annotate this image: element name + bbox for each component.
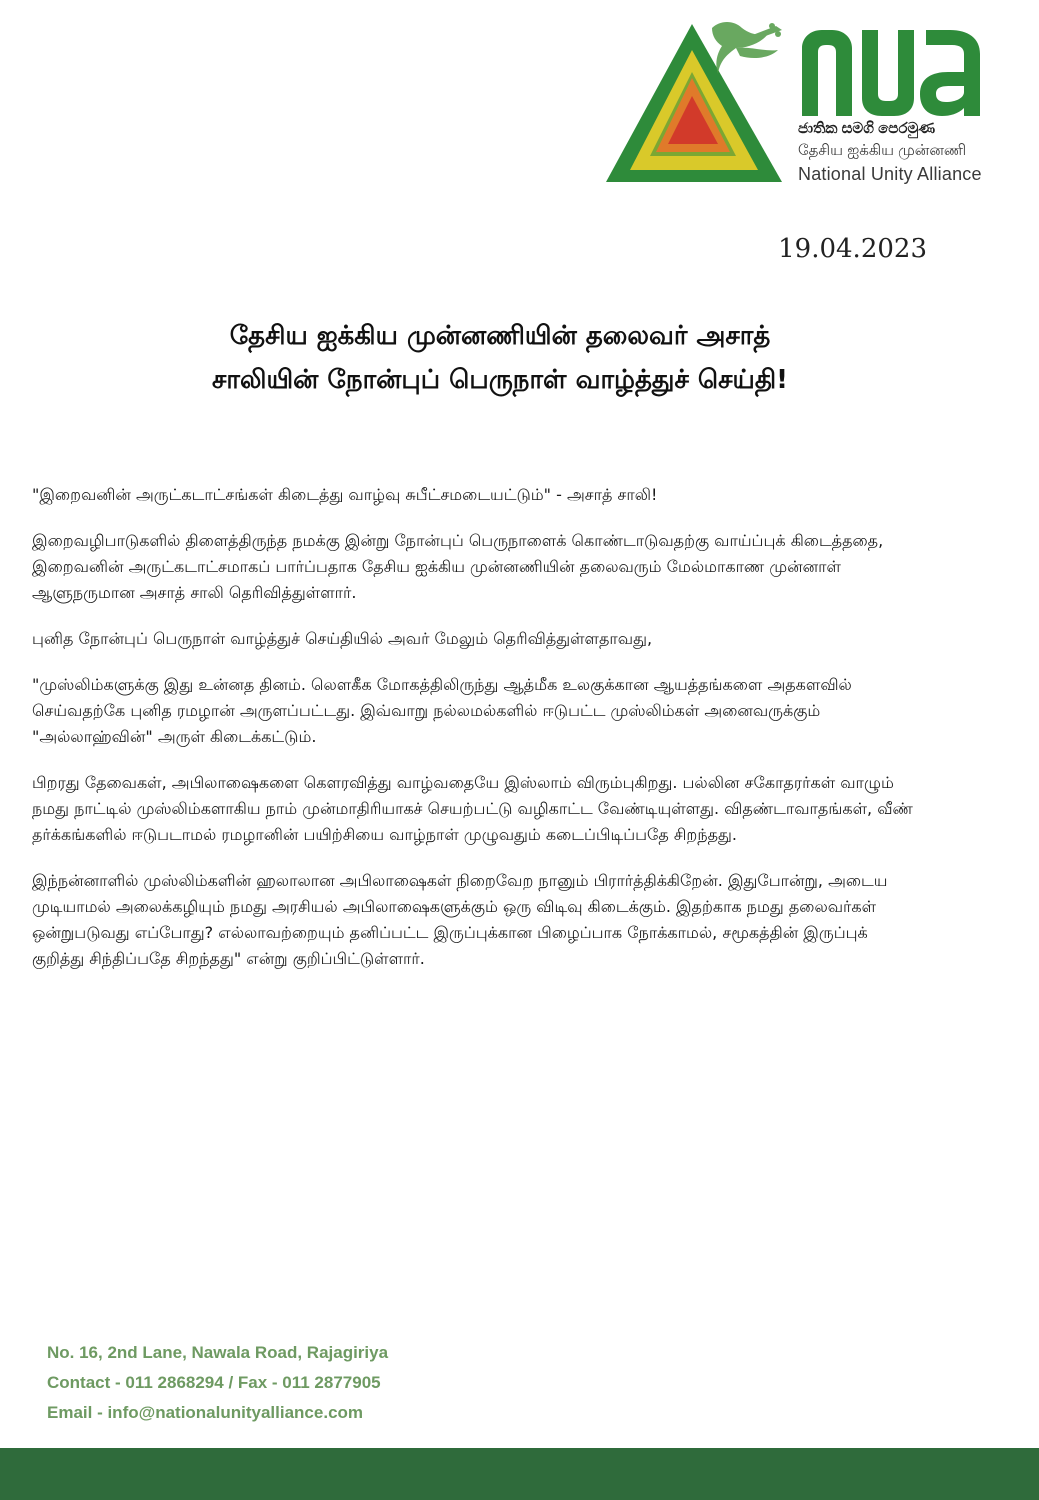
statement-body (32, 482, 922, 992)
footer-phone: Contact - 011 2868294 / Fax - 011 2877905 (47, 1373, 381, 1392)
footer-email: Email - info@nationalunityalliance.com (47, 1403, 364, 1422)
logo-english-name: National Unity Alliance (798, 164, 982, 184)
body-paragraph: இந்நன்னாளில் முஸ்லிம்களின் ஹலாலான அபிலாஷைகள் நிறைவேற நானும் பிரார்த்திக்கிறேன். இதுபோன்று, அடைய முடியாமல் அலைக்கழியும் நமது அரசியல் அபிலாஷைகளுக்கும் ஒரு விடிவு கிடைக்கும். இதற்காக நமது தலைவர்கள் ஒன்றுபடுவது எப்போது? எல்லாவற்றையும் தனிப்பட்ட இருப்புக்கான பிழைப்பாக நோக்காமல், சமூகத்தின் இருப்புக் குறித்து சிந்திப்பதே சிறந்தது" என்று குறிப்பிட்டுள்ளார். (32, 871, 888, 968)
nua-wordmark (802, 30, 1004, 116)
logo-tamil-name: தேசிய ஐக்கிய முன்னணி (798, 142, 967, 159)
dove-icon (712, 22, 782, 74)
body-paragraph: "முஸ்லிம்களுக்கு இது உன்னத தினம். லௌகீக மோகத்திலிருந்து ஆத்மீக உலகுக்கான ஆயத்தங்களை அதகளவில் செய்வதற்கே புனித ரமழான் அருளப்பட்டது. இவ்வாறு நல்லமல்களில் ஈடுபட்ட முஸ்லிம்கள் அனைவருக்கும் "அல்லாஹ்வின்" அருள் கிடைக்கட்டும். (32, 675, 852, 746)
body-paragraph: இறைவழிபாடுகளில் திளைத்திருந்த நமக்கு இன்று நோன்புப் பெருநாளைக் கொண்டாடுவதற்கு வாய்ப்புக் கிடைத்ததை, இறைவனின் அருட்கடாட்சமாகப் பார்ப்பதாக தேசிய ஐக்கிய முன்னணியின் தலைவரும் மேல்மாகாண முன்னாள் ஆளுநருமான அசாத் சாலி தெரிவித்துள்ளார். (32, 531, 884, 602)
footer-contact (47, 1338, 388, 1428)
body-paragraph: பிறரது தேவைகள், அபிலாஷைகளை கௌரவித்து வாழ்வதையே இஸ்லாம் விரும்புகிறது. பல்லின சகோதரர்கள் வாழும் நமது நாட்டில் முஸ்லிம்களாகிய நாம் முன்மாதிரியாகச் செயற்பட்டு வழிகாட்ட வேண்டியுள்ளது. விதண்டாவாதங்கள், வீண் தர்க்கங்களில் ஈடுபடாமல் ரமழானின் பயிற்சியை வாழ்நாள் முழுவதும் கடைப்பிடிப்பதே சிறந்தது. (32, 773, 913, 844)
title-line-2: சாலியின் நோன்புப் பெருநாள் வாழ்த்துச் செய்தி! (212, 365, 788, 395)
document-date: 19.04.2023 (778, 234, 927, 264)
footer-bar (0, 1448, 1039, 1500)
quote-heading: "இறைவனின் அருட்கடாட்சங்கள் கிடைத்து வாழ்வு சுபீட்சமடையட்டும்" - அசாத் சாலி! (32, 485, 658, 504)
title-line-1: தேசிய ஐக்கிய முன்னணியின் தலைவர் அசாத் (229, 321, 771, 351)
logo-sinhala-name: ජාතික සමගි පෙරමුණ (798, 120, 936, 137)
page-title (40, 314, 960, 402)
footer-address: No. 16, 2nd Lane, Nawala Road, Rajagiriya (47, 1343, 389, 1362)
body-paragraph: புனித நோன்புப் பெருநாள் வாழ்த்துச் செய்தியில் அவர் மேலும் தெரிவித்துள்ளதாவது, (32, 629, 653, 648)
